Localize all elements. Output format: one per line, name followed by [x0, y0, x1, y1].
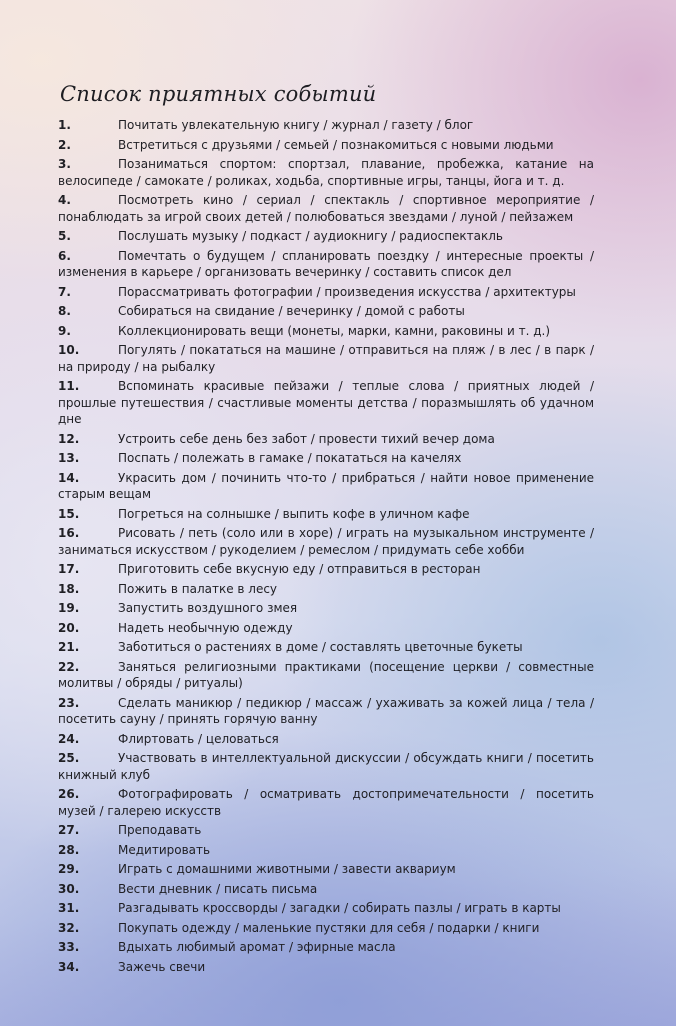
- list-item: [58, 639, 594, 656]
- list-item-text: Послушать музыку / подкаст / аудиокнигу / радиоспектакль: [118, 229, 504, 243]
- list-item: [58, 581, 594, 598]
- list-item: [58, 450, 594, 467]
- list-item: [58, 731, 594, 748]
- list-item: [58, 920, 594, 937]
- list-item: [58, 959, 594, 976]
- list-item-text: Фотографировать / осматривать достопримечательности / посетить музей / галерею искусств: [58, 787, 594, 818]
- list-item-number: 7.: [58, 284, 71, 299]
- list-item-number: 16.: [58, 526, 80, 540]
- list-item: [58, 939, 594, 956]
- list-item-number: 19.: [58, 601, 80, 615]
- list-item-text: Собираться на свидание / вечеринку / домой с работы: [118, 304, 465, 318]
- list-item-number: 24.: [58, 731, 80, 746]
- list-item-number: 23.: [58, 695, 80, 710]
- list-item: [58, 117, 594, 134]
- list-item-number: 34.: [58, 959, 80, 974]
- list-item: [58, 750, 594, 783]
- list-item-text: Порассматривать фотографии / произведения искусства / архитектуры: [118, 284, 576, 299]
- list-item-text: Заняться религиозными практиками (посещение церкви / совместные молитвы / обряды / ритуалы): [58, 659, 594, 690]
- list-item: [58, 506, 594, 523]
- list-item-number: 13.: [58, 451, 80, 465]
- list-item-text: Запустить воздушного змея: [118, 601, 298, 615]
- list-item-text: Поспать / полежать в гамаке / покататься на качелях: [118, 451, 462, 465]
- list-item: [58, 561, 594, 578]
- list-item-number: 21.: [58, 640, 80, 654]
- list-item-number: 32.: [58, 920, 80, 935]
- list-item: [58, 470, 594, 503]
- list-item-text: Почитать увлекательную книгу / журнал / газету / блог: [118, 118, 474, 132]
- list-item-number: 1.: [58, 118, 71, 132]
- list-item-number: 33.: [58, 940, 80, 954]
- list-item-text: Медитировать: [118, 842, 211, 857]
- list-item: [58, 248, 594, 281]
- list-item: [58, 431, 594, 448]
- list-item: [58, 342, 594, 375]
- list-item-text: Устроить себе день без забот / провести тихий вечер дома: [118, 431, 495, 446]
- list-item: [58, 600, 594, 617]
- list-item: [58, 861, 594, 878]
- list-item-number: 30.: [58, 881, 80, 896]
- list-item-text: Встретиться с друзьями / семьей / познакомиться с новыми людьми: [118, 137, 554, 152]
- list-item-text: Флиртовать / целоваться: [118, 731, 279, 746]
- list-item-text: Посмотреть кино / сериал / спектакль / спортивное мероприятие / понаблюдать за игрой своих детей / полюбоваться звездами / луной / пейзажем: [58, 193, 594, 224]
- list-item-number: 10.: [58, 343, 80, 357]
- pleasant-events-list: [58, 117, 594, 978]
- list-item: [58, 303, 594, 320]
- list-item-number: 15.: [58, 506, 80, 521]
- list-item-number: 8.: [58, 304, 71, 318]
- list-item-text: Разгадывать кроссворды / загадки / собирать пазлы / играть в карты: [118, 901, 561, 915]
- list-item-text: Погреться на солнышке / выпить кофе в уличном кафе: [118, 506, 470, 521]
- list-item-number: 29.: [58, 862, 80, 876]
- list-item: [58, 620, 594, 637]
- list-item: [58, 881, 594, 898]
- list-item: [58, 695, 594, 728]
- list-item-text: Вдыхать любимый аромат / эфирные масла: [118, 940, 396, 954]
- list-item-text: Сделать маникюр / педикюр / массаж / ухаживать за кожей лица / тела / посетить сауну / принять горячую ванну: [58, 695, 594, 726]
- list-item-text: Украсить дом / починить что-то / прибраться / найти новое применение старым вещам: [58, 470, 594, 501]
- list-item-number: 26.: [58, 787, 80, 801]
- list-item-number: 4.: [58, 193, 71, 207]
- list-item-number: 31.: [58, 901, 80, 915]
- list-item-number: 9.: [58, 323, 71, 338]
- list-item-text: Погулять / покататься на машине / отправиться на пляж / в лес / в парк / на природу / на рыбалку: [58, 343, 594, 374]
- list-item: [58, 842, 594, 859]
- list-item-number: 20.: [58, 620, 80, 635]
- list-item-text: Помечтать о будущем / спланировать поездку / интересные проекты / изменения в карьере / организовать вечеринку / составить список дел: [58, 248, 594, 279]
- list-item-number: 6.: [58, 248, 71, 263]
- list-item-number: 3.: [58, 157, 71, 171]
- list-item: [58, 156, 594, 189]
- list-item: [58, 228, 594, 245]
- list-item: [58, 900, 594, 917]
- list-item-text: Позаниматься спортом: спортзал, плавание, пробежка, катание на велосипеде / самокате / роликах, ходьба, спортивные игры, танцы, йога и т. д.: [58, 157, 594, 188]
- list-item-number: 14.: [58, 470, 80, 485]
- list-item-text: Пожить в палатке в лесу: [118, 581, 278, 596]
- list-item-number: 5.: [58, 229, 71, 243]
- list-item-number: 18.: [58, 581, 80, 596]
- list-item: [58, 822, 594, 839]
- list-item: [58, 192, 594, 225]
- list-item-text: Рисовать / петь (соло или в хоре) / играть на музыкальном инструменте / заниматься искусством / рукоделием / ремеслом / придумать себе хобби: [58, 526, 594, 557]
- list-item-number: 11.: [58, 379, 80, 393]
- list-item: [58, 786, 594, 819]
- list-item-text: Играть с домашними животными / завести аквариум: [118, 862, 456, 876]
- list-item-text: Участвовать в интеллектуальной дискуссии / обсуждать книги / посетить книжный клуб: [58, 751, 594, 782]
- list-item-number: 28.: [58, 842, 80, 857]
- list-item-text: Преподавать: [118, 823, 202, 837]
- list-item: [58, 659, 594, 692]
- list-item-number: 12.: [58, 431, 80, 446]
- list-item-number: 17.: [58, 562, 80, 576]
- list-item-text: Приготовить себе вкусную еду / отправиться в ресторан: [118, 562, 481, 576]
- list-item-number: 22.: [58, 659, 80, 674]
- list-item: [58, 284, 594, 301]
- list-item: [58, 137, 594, 154]
- list-item-number: 2.: [58, 137, 71, 152]
- list-item-text: Вести дневник / писать письма: [118, 881, 318, 896]
- page-title: Список приятных событий: [60, 82, 377, 106]
- list-item-text: Надеть необычную одежду: [118, 620, 293, 635]
- list-item-number: 27.: [58, 823, 80, 837]
- list-item-text: Покупать одежду / маленькие пустяки для себя / подарки / книги: [118, 920, 540, 935]
- list-item: [58, 323, 594, 340]
- list-item-text: Зажечь свечи: [118, 959, 206, 974]
- list-item-text: Заботиться о растениях в доме / составлять цветочные букеты: [118, 640, 523, 654]
- list-item: [58, 378, 594, 428]
- list-item-text: Вспоминать красивые пейзажи / теплые слова / приятных людей / прошлые путешествия / счастливые моменты детства / поразмышлять об удачном дне: [58, 379, 594, 426]
- list-item: [58, 525, 594, 558]
- list-item-number: 25.: [58, 751, 80, 765]
- list-item-text: Коллекционировать вещи (монеты, марки, камни, раковины и т. д.): [118, 323, 551, 338]
